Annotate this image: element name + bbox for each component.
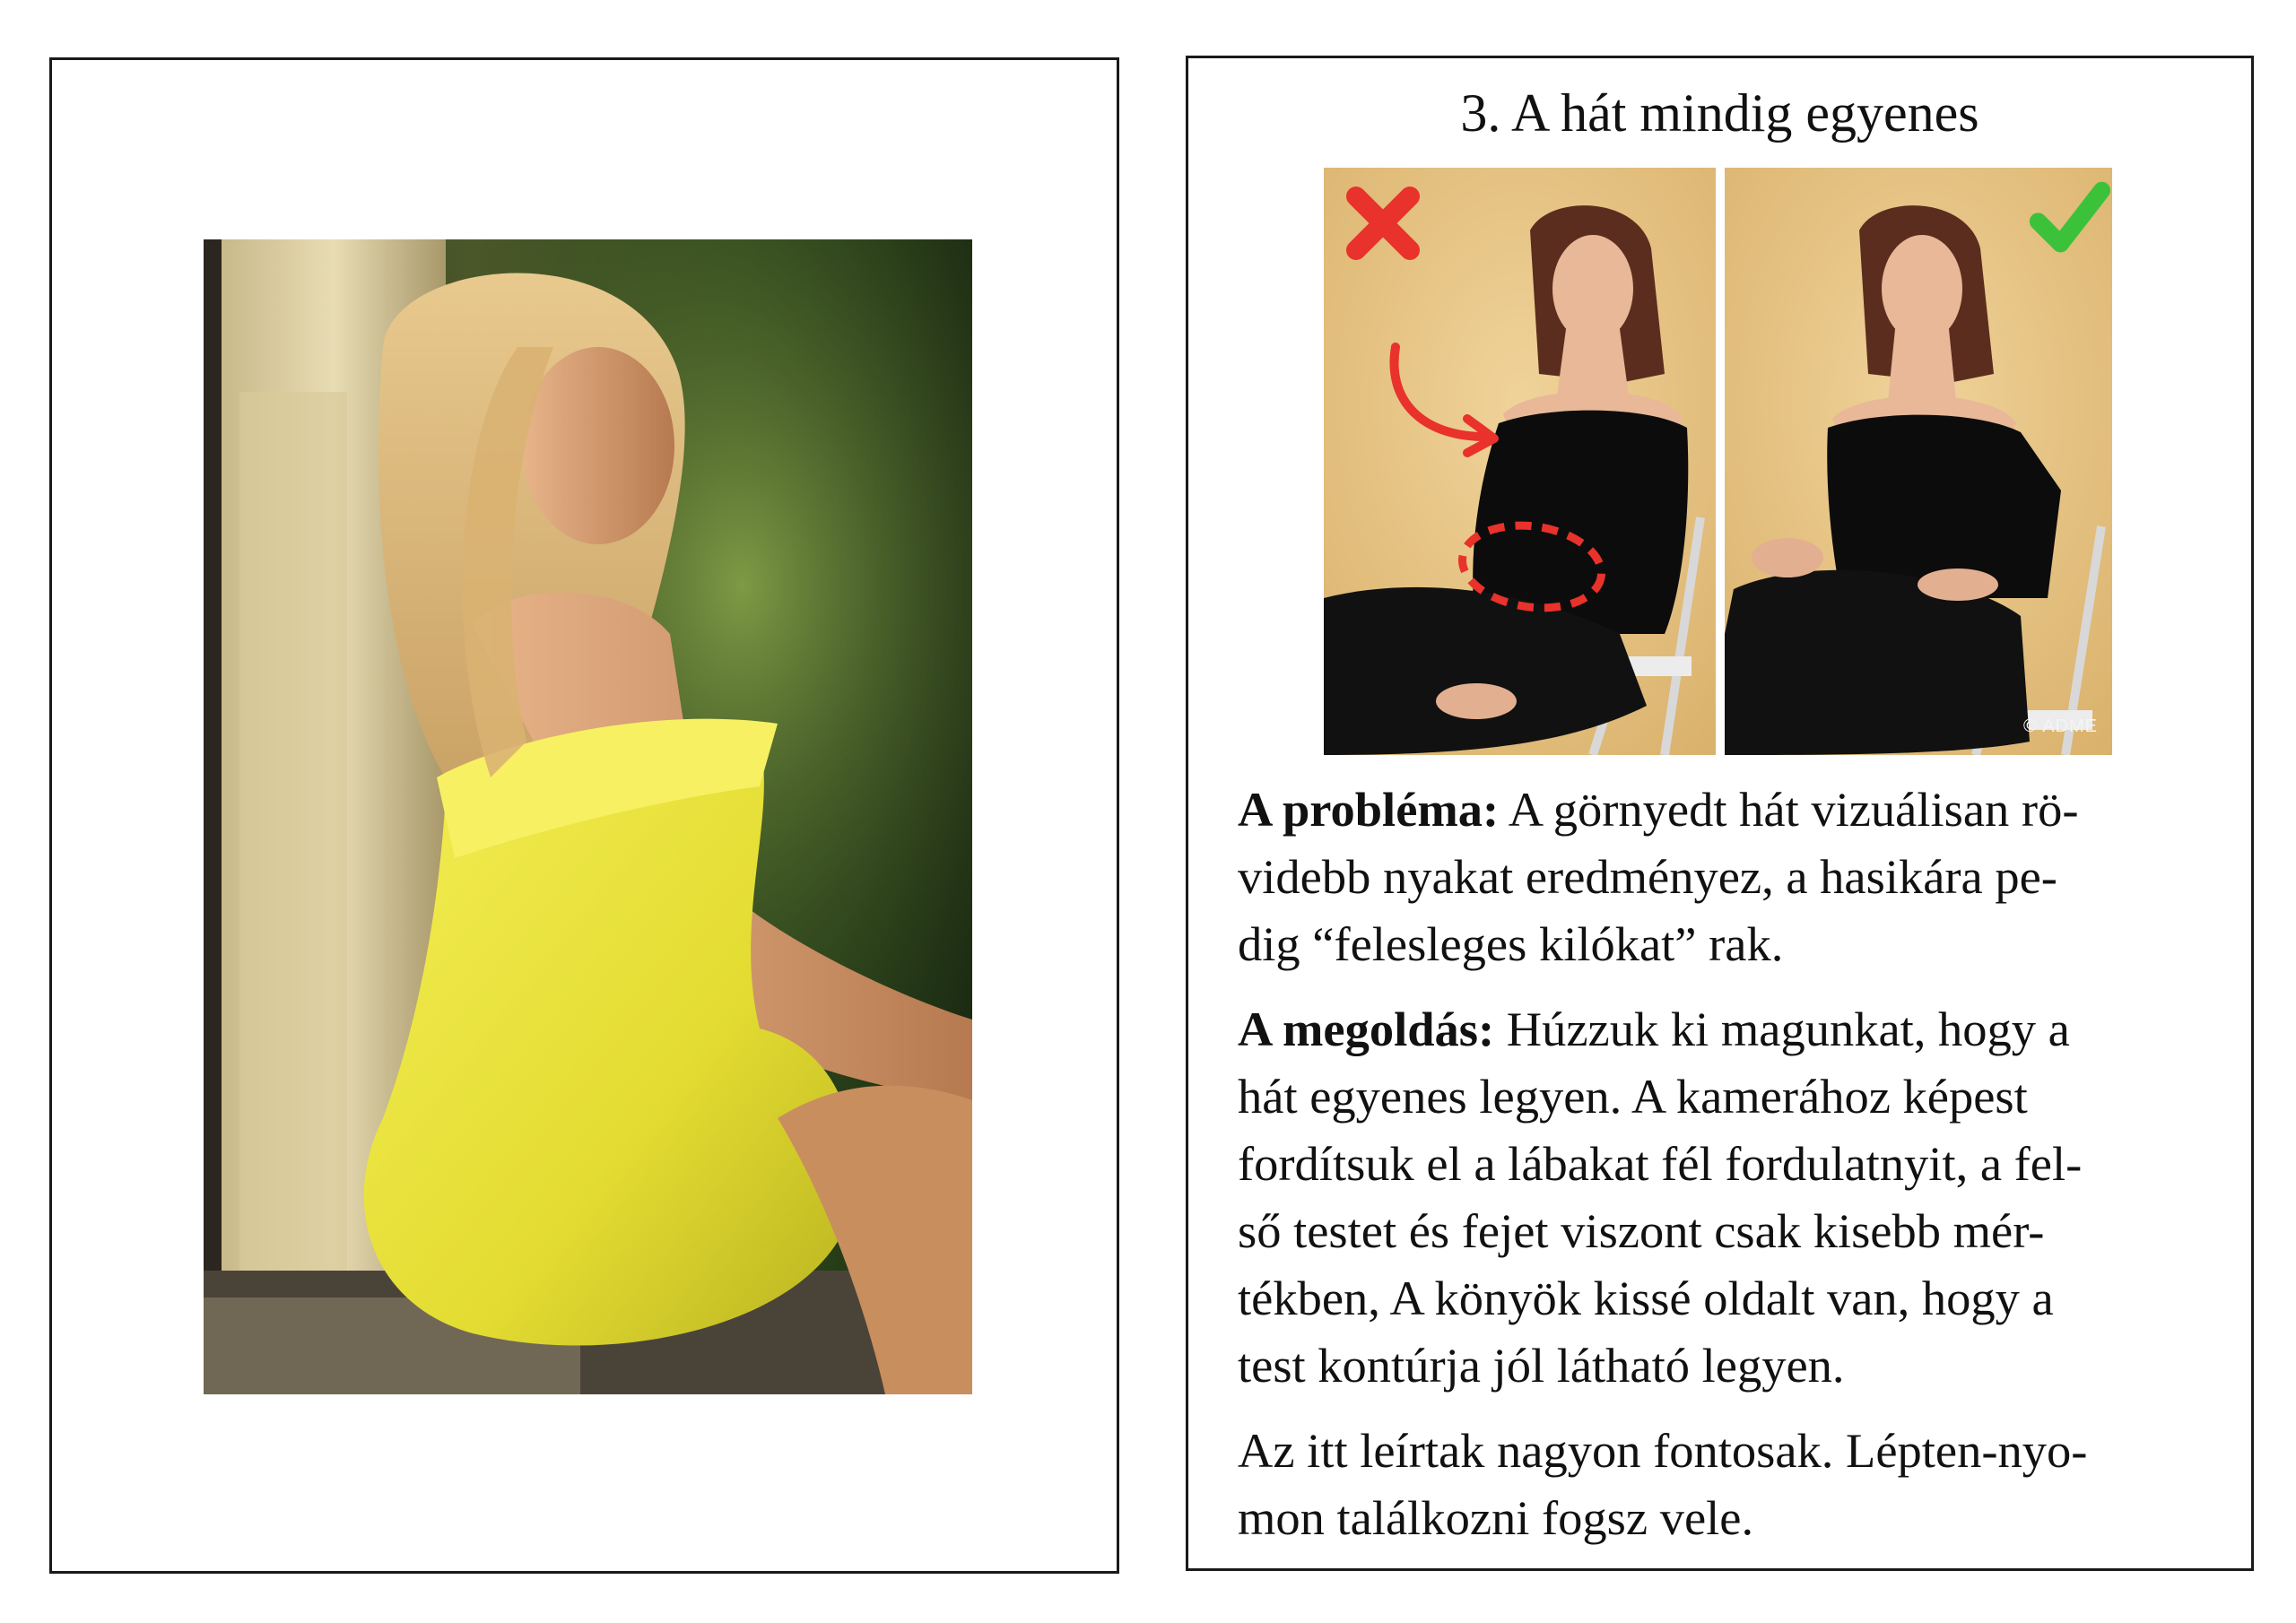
problem-line: dig “felesleges kilókat” rak. [1238, 916, 1784, 971]
note-line: Az itt leírtak nagyon fontosak. Lépten-nyo- [1238, 1423, 2088, 1478]
solution-line: fordítsuk el a lábakat fél fordulatnyit, a fel- [1238, 1136, 2083, 1191]
watermark: © ADME [2023, 716, 2098, 736]
solution-line: Húzzuk ki magunkat, hogy a [1494, 1002, 2070, 1056]
solution-line: tékben, A könyök kissé oldalt van, hogy a [1238, 1271, 2054, 1325]
solution-label: A megoldás: [1238, 1002, 1495, 1056]
solution-line: hát egyenes legyen. A kamerához képest [1238, 1069, 2028, 1124]
problem-line: videbb nyakat eredményez, a hasikára pe- [1238, 849, 2057, 904]
note-paragraph [1238, 1417, 2215, 1551]
posture-comparison [1324, 168, 2112, 755]
solution-line: ső testet és fejet viszont csak kisebb mér- [1238, 1203, 2045, 1258]
note-line: mon találkozni fogsz vele. [1238, 1490, 1754, 1545]
solution-paragraph [1238, 995, 2215, 1399]
problem-label: A probléma: [1238, 782, 1500, 837]
page-title: 3. A hát mindig egyenes [1460, 83, 1979, 143]
right-page [1186, 56, 2254, 1571]
solution-line: test kontúrja jól látható legyen. [1238, 1338, 1845, 1393]
left-page [49, 57, 1119, 1574]
body-text [1238, 776, 2215, 1569]
problem-line: A görnyedt hát vizuálisan rö- [1499, 782, 2079, 837]
woman-yellow-dress-photo [204, 239, 972, 1394]
green-check-icon [2026, 177, 2112, 263]
problem-paragraph [1238, 776, 2215, 977]
red-x-icon [1338, 178, 1428, 268]
